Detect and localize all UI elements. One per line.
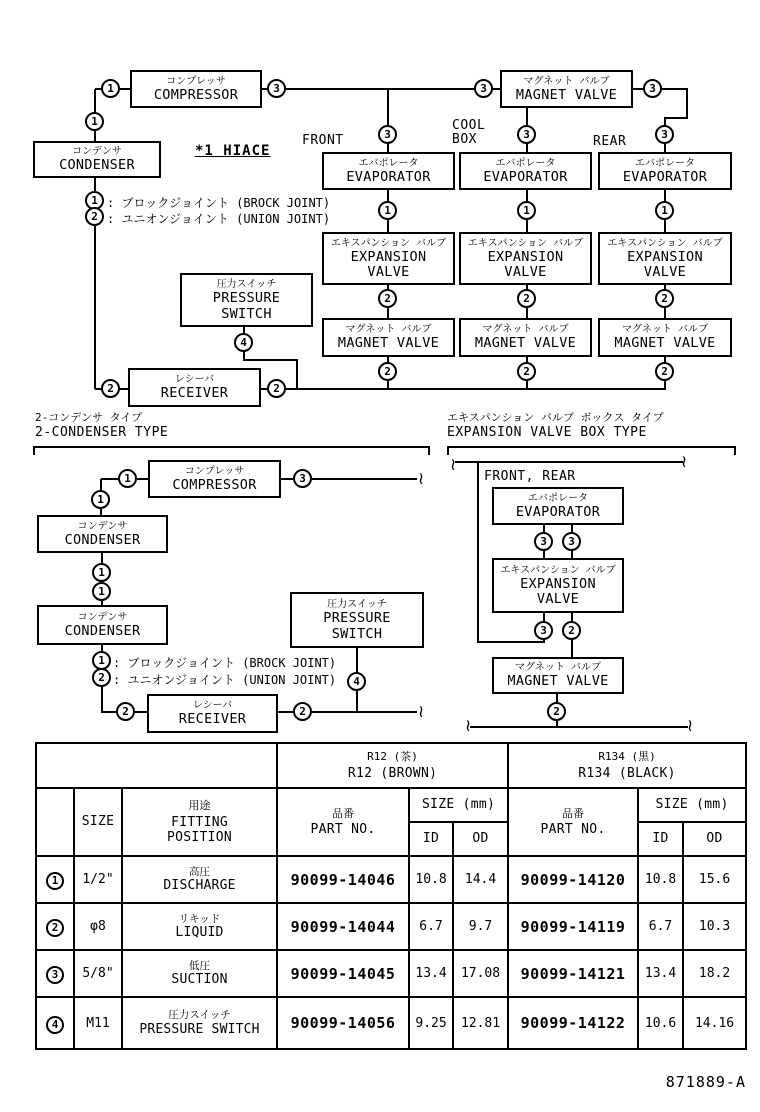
joint-marker-3: 3 xyxy=(534,532,553,551)
joint-marker-1: 1 xyxy=(101,79,120,98)
legend-union-joint: : ユニオンジョイント (UNION JOINT) xyxy=(113,673,337,687)
r134-id: 6.7 xyxy=(638,903,683,950)
condenser-label-en: CONDENSER xyxy=(64,531,141,548)
connector-line xyxy=(120,88,130,90)
condenser-box xyxy=(33,141,161,178)
fitting-en: PRESSURE SWITCH xyxy=(139,1021,260,1037)
joint-marker-4: 4 xyxy=(347,672,366,691)
connector-line xyxy=(137,478,148,480)
r12-label-en: R12 (BROWN) xyxy=(347,765,438,781)
magnet-valve-front-box xyxy=(322,318,455,357)
table-row xyxy=(36,856,746,903)
joint-marker-2: 2 xyxy=(655,362,674,381)
r12-id: 6.7 xyxy=(409,903,453,950)
row-fitting-cell xyxy=(122,903,277,950)
connector-line xyxy=(526,144,528,152)
row-marker-3: 3 xyxy=(46,966,64,984)
expansion-valve-label-en: VALVE xyxy=(643,264,687,280)
pressure-switch-label-en: PRESSURE xyxy=(323,610,391,627)
expansion-valve-label-jp: エキスパンション バルブ xyxy=(330,237,447,249)
evaporator-label-en: EVAPORATOR xyxy=(622,168,708,185)
expansion-valve-label-en: EXPANSION xyxy=(627,248,703,265)
joint-marker-1: 1 xyxy=(91,490,110,509)
connector-line xyxy=(387,144,389,152)
row-fitting-cell xyxy=(122,997,277,1049)
magnet-valve-label-en: MAGNET VALVE xyxy=(614,335,716,352)
expansion-valve-label-en: VALVE xyxy=(536,591,580,607)
connector-line xyxy=(526,308,528,318)
magnet-valve-label-jp: マグネット バルブ xyxy=(482,324,569,336)
evaporator-coolbox-box xyxy=(459,152,592,190)
section-bracket xyxy=(33,446,430,455)
parts-table xyxy=(35,742,747,1050)
expansion-valve-label-en: VALVE xyxy=(367,264,410,280)
condenser-box xyxy=(37,515,168,553)
diagram3-title-jp: エキスパンション バルブ ボックス タイプ xyxy=(447,411,664,424)
r134-id: 10.8 xyxy=(638,856,683,903)
row-marker-2: 2 xyxy=(46,919,64,937)
expansion-valve-label-en: VALVE xyxy=(504,264,547,280)
fitting-jp: 低圧 xyxy=(189,959,211,972)
magnet-valve-box xyxy=(492,657,624,694)
pressure-switch-label-jp: 圧力スイッチ xyxy=(216,279,277,291)
joint-marker-3: 3 xyxy=(643,79,662,98)
r134-label-jp: R134 (黒) xyxy=(598,750,656,764)
connector-line xyxy=(387,90,389,126)
fitting-en: LIQUID xyxy=(175,925,224,941)
table-row xyxy=(36,903,746,950)
joint-marker-2: 2 xyxy=(267,379,286,398)
joint-marker-1: 1 xyxy=(655,201,674,220)
r134-id: 10.6 xyxy=(638,997,683,1049)
row-size-cell: 1/2" xyxy=(74,856,122,903)
coolbox-label: BOX xyxy=(452,132,477,147)
magnet-valve-label-en: MAGNET VALVE xyxy=(515,86,618,103)
expansion-valve-box xyxy=(492,558,624,613)
fitting-label-en: POSITION xyxy=(167,830,233,846)
r12-part-no: 90099-14056 xyxy=(277,997,409,1049)
joint-marker-2: 2 xyxy=(547,702,566,721)
r134-od: 10.3 xyxy=(683,903,746,950)
expansion-valve-rear-box xyxy=(598,232,732,285)
joint-marker-3: 3 xyxy=(655,125,674,144)
note-hiace: *1 HIACE xyxy=(195,143,271,159)
magnet-valve-box xyxy=(500,70,633,108)
evaporator-label-jp: エバポレータ xyxy=(495,157,556,169)
connector-line xyxy=(571,551,573,558)
header-marker-cell xyxy=(36,788,74,856)
fitting-label-jp: 用途 xyxy=(188,799,211,813)
row-marker-1: 1 xyxy=(46,872,64,890)
row-marker-4: 4 xyxy=(46,1016,64,1034)
receiver-label-en: RECEIVER xyxy=(160,385,229,402)
receiver-box xyxy=(128,368,261,407)
expansion-valve-label-jp: エキスパンション バルブ xyxy=(467,237,584,249)
connector-line xyxy=(356,648,358,673)
coolbox-label: COOL xyxy=(452,118,486,133)
fitting-en: SUCTION xyxy=(171,972,228,988)
condenser-box xyxy=(37,605,168,645)
r12-id: 13.4 xyxy=(409,950,453,997)
legend-marker-1: 1 xyxy=(85,191,104,210)
evaporator-rear-box xyxy=(598,152,732,190)
compressor-label-en: COMPRESSOR xyxy=(172,476,257,493)
row-size-cell: φ8 xyxy=(74,903,122,950)
partno-label-en: PART NO. xyxy=(310,822,376,838)
joint-marker-1: 1 xyxy=(118,469,137,488)
pressure-switch-label-jp: 圧力スイッチ xyxy=(327,599,387,611)
header-partno-cell xyxy=(508,788,638,856)
compressor-box xyxy=(148,460,281,498)
pressure-switch-label-en: SWITCH xyxy=(331,625,383,642)
pressure-switch-box xyxy=(180,273,313,327)
row-size-cell: M11 xyxy=(74,997,122,1049)
magnet-valve-label-jp: マグネット バルブ xyxy=(345,324,432,336)
pressure-switch-label-en: SWITCH xyxy=(221,305,272,322)
header-od-cell: OD xyxy=(683,822,746,856)
evaporator-front-box xyxy=(322,152,455,190)
header-fitting-cell xyxy=(122,788,277,856)
connector-line xyxy=(477,641,544,643)
row-marker-cell xyxy=(36,856,74,903)
expansion-valve-label-jp: エキスパンション バルブ xyxy=(500,564,616,576)
magnet-valve-coolbox-box xyxy=(459,318,592,357)
connector-line xyxy=(493,88,500,90)
connector-line xyxy=(543,640,545,643)
joint-marker-3: 3 xyxy=(517,125,536,144)
table-header-row xyxy=(36,743,746,788)
header-sizemm-cell: SIZE (mm) xyxy=(638,788,746,822)
continuation-mark-icon: ≀ xyxy=(680,452,688,472)
condenser-label-en: CONDENSER xyxy=(64,622,141,639)
fitting-label-en: FITTING xyxy=(171,814,228,830)
evaporator-label-en: EVAPORATOR xyxy=(346,168,431,185)
partno-label-jp: 品番 xyxy=(562,806,585,820)
table-header-row xyxy=(36,788,746,822)
evaporator-label-jp: エバポレータ xyxy=(635,157,695,169)
compressor-box xyxy=(130,70,262,108)
joint-marker-2: 2 xyxy=(116,702,135,721)
connector-line xyxy=(312,711,417,713)
fitting-jp: 高圧 xyxy=(189,865,211,878)
connector-line xyxy=(286,88,475,90)
expansion-valve-coolbox-box xyxy=(459,232,592,285)
compressor-label-en: COMPRESSOR xyxy=(153,86,239,103)
joint-marker-2: 2 xyxy=(378,289,397,308)
joint-marker-3: 3 xyxy=(474,79,493,98)
connector-line xyxy=(665,117,688,119)
legend-block-joint: : ブロックジョイント (BROCK JOINT) xyxy=(113,656,337,670)
r134-part-no: 90099-14120 xyxy=(508,856,638,903)
connector-line xyxy=(477,462,479,642)
row-marker-cell xyxy=(36,997,74,1049)
joint-marker-1: 1 xyxy=(517,201,536,220)
joint-marker-1: 1 xyxy=(92,582,111,601)
connector-line xyxy=(455,461,683,463)
connector-line xyxy=(526,108,528,126)
connector-line xyxy=(101,478,119,480)
receiver-label-jp: レシーバ xyxy=(192,700,233,712)
magnet-valve-label-jp: マグネット バルブ xyxy=(622,324,708,336)
fitting-jp: 圧力スイッチ xyxy=(168,1009,231,1022)
continuation-mark-icon: ≀ xyxy=(417,469,425,489)
connector-line xyxy=(356,691,358,712)
evaporator-box xyxy=(492,487,624,525)
r12-part-no: 90099-14045 xyxy=(277,950,409,997)
r134-od: 18.2 xyxy=(683,950,746,997)
joint-marker-1: 1 xyxy=(378,201,397,220)
table-row xyxy=(36,997,746,1049)
connector-line xyxy=(94,131,96,141)
header-r12-cell xyxy=(277,743,508,788)
front-label: FRONT xyxy=(302,133,344,148)
connector-line xyxy=(662,88,688,90)
front-rear-label: FRONT, REAR xyxy=(484,469,576,484)
row-fitting-cell xyxy=(122,856,277,903)
evaporator-label-jp: エバポレータ xyxy=(528,492,588,504)
joint-marker-1: 1 xyxy=(92,563,111,582)
receiver-box xyxy=(147,694,278,733)
connector-line xyxy=(312,478,417,480)
diagram2-title-jp: 2-コンデンサ タイプ xyxy=(35,411,143,424)
joint-marker-2: 2 xyxy=(101,379,120,398)
expansion-valve-label-jp: エキスパンション バルブ xyxy=(607,237,723,249)
connector-line xyxy=(94,178,96,192)
joint-marker-2: 2 xyxy=(517,289,536,308)
legend-marker-1: 1 xyxy=(92,651,111,670)
condenser-label-jp: コンデンサ xyxy=(77,611,128,623)
header-id-cell: ID xyxy=(638,822,683,856)
header-od-cell: OD xyxy=(453,822,508,856)
fitting-jp: リキッド xyxy=(178,912,221,925)
receiver-label-en: RECEIVER xyxy=(178,711,247,728)
connector-line xyxy=(470,726,688,728)
evaporator-label-jp: エバポレータ xyxy=(358,157,419,169)
header-size-cell: SIZE xyxy=(74,788,122,856)
connector-line xyxy=(278,711,294,713)
row-marker-cell xyxy=(36,950,74,997)
r134-od: 14.16 xyxy=(683,997,746,1049)
connector-line xyxy=(664,220,666,232)
connector-line xyxy=(101,687,103,712)
joint-marker-3: 3 xyxy=(562,532,581,551)
header-id-cell: ID xyxy=(409,822,453,856)
pressure-switch-box xyxy=(290,592,424,648)
expansion-valve-label-en: EXPANSION xyxy=(520,575,596,592)
connector-line xyxy=(526,220,528,232)
connector-line xyxy=(286,388,666,390)
connector-line xyxy=(387,308,389,318)
continuation-mark-icon: ≀ xyxy=(464,716,472,736)
condenser-label-jp: コンデンサ xyxy=(77,520,128,532)
joint-marker-2: 2 xyxy=(517,362,536,381)
legend-block-joint: : ブロックジョイント (BROCK JOINT) xyxy=(107,196,331,210)
joint-marker-2: 2 xyxy=(293,702,312,721)
continuation-mark-icon: ≀ xyxy=(686,716,694,736)
header-r134-cell xyxy=(508,743,746,788)
r12-part-no: 90099-14044 xyxy=(277,903,409,950)
magnet-valve-label-en: MAGNET VALVE xyxy=(337,335,440,352)
connector-line xyxy=(94,226,96,389)
receiver-label-jp: レシーバ xyxy=(174,374,215,386)
legend-union-joint: : ユニオンジョイント (UNION JOINT) xyxy=(107,212,331,226)
magnet-valve-label-jp: マグネット バルブ xyxy=(515,662,601,674)
connector-line xyxy=(101,711,117,713)
connector-line xyxy=(94,89,96,113)
magnet-valve-label-en: MAGNET VALVE xyxy=(474,335,577,352)
r12-id: 10.8 xyxy=(409,856,453,903)
connector-line xyxy=(243,359,298,361)
connector-line xyxy=(664,144,666,152)
joint-marker-2: 2 xyxy=(655,289,674,308)
r12-part-no: 90099-14046 xyxy=(277,856,409,903)
row-marker-cell xyxy=(36,903,74,950)
magnet-valve-label-en: MAGNET VALVE xyxy=(507,673,609,690)
expansion-valve-label-en: EXPANSION xyxy=(350,248,427,265)
r12-od: 9.7 xyxy=(453,903,508,950)
r134-label-en: R134 (BLACK) xyxy=(578,765,676,781)
continuation-mark-icon: ≀ xyxy=(417,702,425,722)
evaporator-label-en: EVAPORATOR xyxy=(483,168,568,185)
row-size-cell: 5/8" xyxy=(74,950,122,997)
joint-marker-3: 3 xyxy=(378,125,397,144)
joint-marker-3: 3 xyxy=(267,79,286,98)
joint-marker-3: 3 xyxy=(534,621,553,640)
header-sizemm-cell: SIZE (mm) xyxy=(409,788,508,822)
header-blank-cell xyxy=(36,743,277,788)
partno-label-en: PART NO. xyxy=(540,822,606,838)
header-partno-cell xyxy=(277,788,409,856)
section-bracket xyxy=(447,446,736,455)
joint-marker-3: 3 xyxy=(293,469,312,488)
joint-marker-1: 1 xyxy=(85,112,104,131)
connector-line xyxy=(135,711,147,713)
diagram2-title-en: 2-CONDENSER TYPE xyxy=(35,425,169,440)
fitting-en: DISCHARGE xyxy=(163,878,236,894)
drawing-number: 871889-A xyxy=(665,1073,746,1091)
legend-marker-2: 2 xyxy=(92,668,111,687)
expansion-valve-front-box xyxy=(322,232,455,285)
r12-id: 9.25 xyxy=(409,997,453,1049)
connector-line xyxy=(120,388,128,390)
joint-marker-2: 2 xyxy=(562,621,581,640)
r134-part-no: 90099-14122 xyxy=(508,997,638,1049)
magnet-valve-rear-box xyxy=(598,318,732,357)
r134-part-no: 90099-14121 xyxy=(508,950,638,997)
r134-part-no: 90099-14119 xyxy=(508,903,638,950)
r134-id: 13.4 xyxy=(638,950,683,997)
compressor-label-jp: コンプレッサ xyxy=(166,75,226,87)
condenser-label-en: CONDENSER xyxy=(59,157,135,174)
r12-label-jp: R12 (茶) xyxy=(367,750,418,764)
r12-od: 14.4 xyxy=(453,856,508,903)
joint-marker-2: 2 xyxy=(378,362,397,381)
connector-line xyxy=(543,551,545,558)
connector-line xyxy=(296,359,298,389)
joint-marker-4: 4 xyxy=(234,333,253,352)
continuation-mark-icon: ≀ xyxy=(449,455,457,475)
r12-od: 17.08 xyxy=(453,950,508,997)
connector-line xyxy=(387,220,389,232)
r134-od: 15.6 xyxy=(683,856,746,903)
row-fitting-cell xyxy=(122,950,277,997)
r12-od: 12.81 xyxy=(453,997,508,1049)
rear-label: REAR xyxy=(593,134,627,149)
partno-label-jp: 品番 xyxy=(332,806,355,820)
condenser-label-jp: コンデンサ xyxy=(72,146,122,158)
evaporator-label-en: EVAPORATOR xyxy=(515,503,601,520)
connector-line xyxy=(686,88,688,119)
compressor-label-jp: コンプレッサ xyxy=(184,465,245,477)
table-row xyxy=(36,950,746,997)
diagram3-title-en: EXPANSION VALVE BOX TYPE xyxy=(447,425,647,440)
legend-marker-2: 2 xyxy=(85,207,104,226)
connector-line xyxy=(571,640,573,657)
connector-line xyxy=(664,308,666,318)
magnet-valve-label-jp: マグネット バルブ xyxy=(523,75,610,87)
expansion-valve-label-en: EXPANSION xyxy=(487,248,564,265)
pressure-switch-label-en: PRESSURE xyxy=(212,290,281,307)
